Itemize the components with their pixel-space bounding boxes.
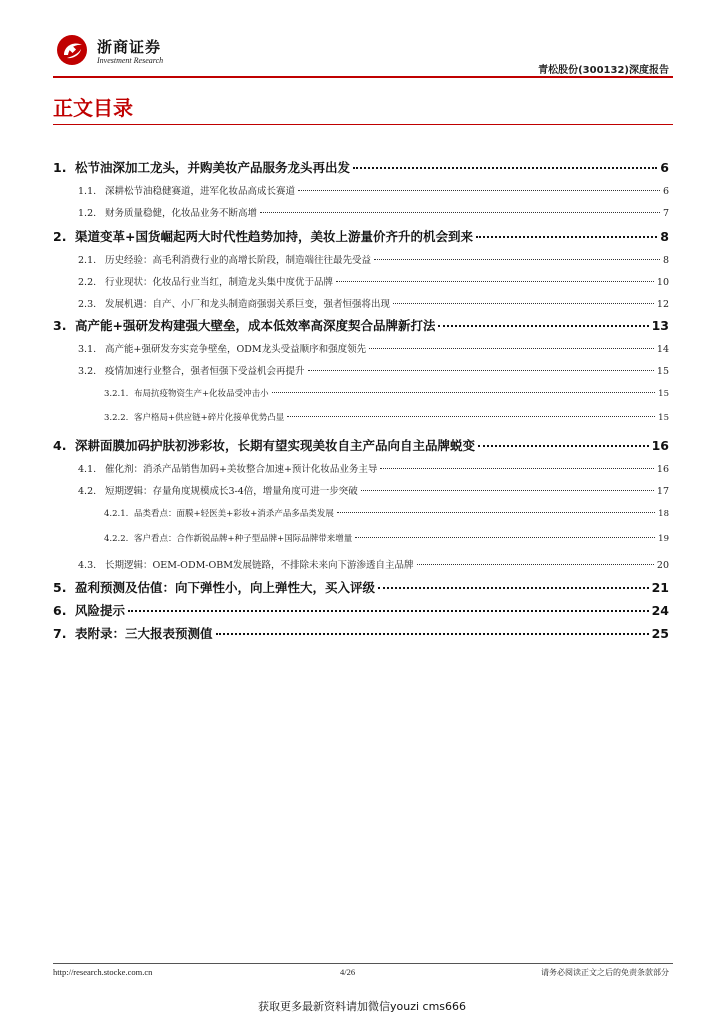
- toc-number: 1.: [53, 160, 67, 175]
- toc-page: 18: [658, 509, 669, 519]
- footer-disclaimer: 请务必阅读正文之后的免责条款部分: [541, 968, 669, 977]
- toc-number: 1.2.: [78, 208, 97, 219]
- watermark-text: 获取更多最新资料请加微信youzi cms666: [257, 1000, 467, 1013]
- toc-entry[interactable]: [53, 578, 669, 596]
- toc-number: 1.1.: [78, 186, 97, 197]
- toc-text: 深耕松节油稳健赛道，进军化妆品高成长赛道: [105, 186, 296, 197]
- toc-page: 15: [658, 413, 669, 423]
- toc-leader: [476, 236, 657, 238]
- toc-page: 6: [662, 186, 669, 197]
- toc-text: 历史经验：高毛利消费行业的高增长阶段，制造端往往最先受益: [105, 255, 372, 266]
- header-divider: [53, 76, 673, 78]
- toc-number: 2.3.: [78, 299, 97, 310]
- toc-page: 12: [656, 299, 669, 310]
- brand-name: 浙商证券: [97, 38, 162, 56]
- toc-entry[interactable]: [78, 274, 669, 288]
- toc-leader: [355, 537, 655, 538]
- toc-leader: [417, 564, 654, 565]
- toc-entry[interactable]: [104, 387, 669, 399]
- toc-text: 疫情加速行业整合，强者恒强下受益机会再提升: [105, 366, 305, 377]
- brand-logo-icon: [55, 33, 89, 67]
- toc-leader: [380, 468, 653, 469]
- toc-entry[interactable]: [104, 532, 669, 544]
- toc-text: 财务质量稳健，化妆品业务不断高增: [105, 208, 258, 219]
- toc-entry[interactable]: [78, 183, 669, 197]
- toc-page: 7: [662, 208, 669, 219]
- toc-leader: [478, 445, 649, 447]
- toc-entry[interactable]: [78, 341, 669, 355]
- page-header: [0, 0, 724, 80]
- toc-number: 4.1.: [78, 464, 97, 475]
- toc-number: 4.3.: [78, 560, 97, 571]
- toc-number: 4.2.: [78, 486, 97, 497]
- toc-entry[interactable]: [78, 483, 669, 497]
- toc-text: 短期逻辑：存量角度规模成长3-4倍，增量角度可进一步突破: [105, 486, 358, 497]
- footer-url-link[interactable]: http://research.stocke.com.cn: [53, 967, 153, 977]
- toc-entry[interactable]: [78, 252, 669, 266]
- toc-leader: [216, 633, 649, 635]
- toc-number: 5.: [53, 580, 67, 595]
- toc-text: 渠道变革+国货崛起两大时代性趋势加持，美妆上游量价齐升的机会到来: [75, 229, 473, 244]
- toc-text: 发展机遇：自产、小厂和龙头制造商强弱关系巨变，强者恒强将出现: [105, 299, 391, 310]
- page-title: 正文目录: [53, 96, 133, 120]
- toc-entry[interactable]: [53, 601, 669, 619]
- toc-leader: [438, 325, 648, 327]
- footer-page-number: 4/26: [340, 967, 356, 977]
- toc-entry[interactable]: [78, 461, 669, 475]
- toc-leader: [378, 587, 649, 589]
- toc-text: 行业现状：化妆品行业当红，制造龙头集中度优于品牌: [105, 277, 334, 288]
- toc-number: 4.2.2.: [104, 534, 129, 544]
- toc-entry[interactable]: [78, 205, 669, 219]
- toc-entry[interactable]: [78, 363, 669, 377]
- toc-text: 高产能+强研发构建强大壁垒，成本低效率高深度契合品牌新打法: [75, 318, 436, 333]
- toc-entry[interactable]: [53, 227, 669, 245]
- toc-leader: [336, 281, 654, 282]
- toc-text: 客户看点：合作新锐品牌+种子型品牌+国际品牌带来增量: [134, 534, 353, 544]
- toc-page: 20: [656, 560, 669, 571]
- toc-number: 4.: [53, 438, 67, 453]
- toc-entry[interactable]: [104, 507, 669, 519]
- toc-text: 深耕面膜加码护肤初涉彩妆，长期有望实现美妆自主产品向自主品牌蜕变: [75, 438, 476, 453]
- toc-leader: [337, 512, 655, 513]
- toc-leader: [308, 370, 654, 371]
- toc-text: 盈利预测及估值：向下弹性小，向上弹性大，买入评级: [75, 580, 376, 595]
- toc-text: 催化剂：消杀产品销售加码+美妆整合加速+预计化妆品业务主导: [105, 464, 378, 475]
- toc-number: 2.1.: [78, 255, 97, 266]
- toc-page: 24: [651, 603, 669, 618]
- toc-text: 高产能+强研发夯实竞争壁垒，ODM龙头受益顺序和强度领先: [105, 344, 367, 355]
- toc-text: 松节油深加工龙头，并购美妆产品服务龙头再出发: [75, 160, 351, 175]
- toc-entry[interactable]: [53, 316, 669, 334]
- toc-page: 19: [658, 534, 669, 544]
- toc-entry[interactable]: [78, 296, 669, 310]
- toc-number: 3.2.1.: [104, 389, 129, 399]
- toc-page: 21: [651, 580, 669, 595]
- toc-number: 2.2.: [78, 277, 97, 288]
- toc-page: 6: [660, 160, 669, 175]
- toc-page: 8: [662, 255, 669, 266]
- toc-leader: [353, 167, 657, 169]
- toc-text: 表附录：三大报表预测值: [75, 626, 213, 641]
- toc-entry[interactable]: [78, 557, 669, 571]
- toc-leader: [393, 303, 654, 304]
- report-title: 青松股份(300132)深度报告: [538, 65, 669, 76]
- toc-page: 8: [660, 229, 669, 244]
- toc-page: 14: [656, 344, 669, 355]
- toc-page: 16: [651, 438, 669, 453]
- toc-number: 6.: [53, 603, 67, 618]
- toc-number: 7.: [53, 626, 67, 641]
- footer-divider: [53, 963, 673, 964]
- toc-text: 风险提示: [75, 603, 126, 618]
- toc-leader: [287, 416, 655, 417]
- toc-page: 16: [656, 464, 669, 475]
- toc-text: 客户格局+供应链+碎片化接单优势凸显: [134, 413, 285, 423]
- toc-page: 15: [658, 389, 669, 399]
- toc-entry[interactable]: [104, 411, 669, 423]
- title-divider: [53, 124, 673, 125]
- toc-page: 13: [651, 318, 669, 333]
- toc-text: 长期逻辑：OEM-ODM-OBM发展链路，不排除未来向下游渗透自主品牌: [105, 560, 414, 571]
- toc-number: 3.2.: [78, 366, 97, 377]
- toc-page: 10: [656, 277, 669, 288]
- toc-text: 品类看点：面膜+轻医美+彩妆+消杀产品多品类发展: [134, 509, 334, 519]
- toc-number: 4.2.1.: [104, 509, 129, 519]
- toc-number: 2.: [53, 229, 67, 244]
- brand-subtitle: Investment Research: [97, 56, 164, 65]
- toc-entry[interactable]: [53, 624, 669, 642]
- toc-leader: [260, 212, 660, 213]
- toc-number: 3.1.: [78, 344, 97, 355]
- toc-entry[interactable]: [53, 436, 669, 454]
- toc-leader: [298, 190, 660, 191]
- toc-leader: [272, 392, 656, 393]
- toc-text: 布局抗疫物资生产+化妆品受冲击小: [134, 389, 269, 399]
- toc-leader: [361, 490, 654, 491]
- toc-entry[interactable]: [53, 158, 669, 176]
- toc-number: 3.2.2.: [104, 413, 129, 423]
- toc-leader: [369, 348, 654, 349]
- toc-leader: [128, 610, 649, 612]
- toc-page: 17: [656, 486, 669, 497]
- toc-page: 15: [656, 366, 669, 377]
- toc-leader: [374, 259, 660, 260]
- toc-page: 25: [651, 626, 669, 641]
- toc-number: 3.: [53, 318, 67, 333]
